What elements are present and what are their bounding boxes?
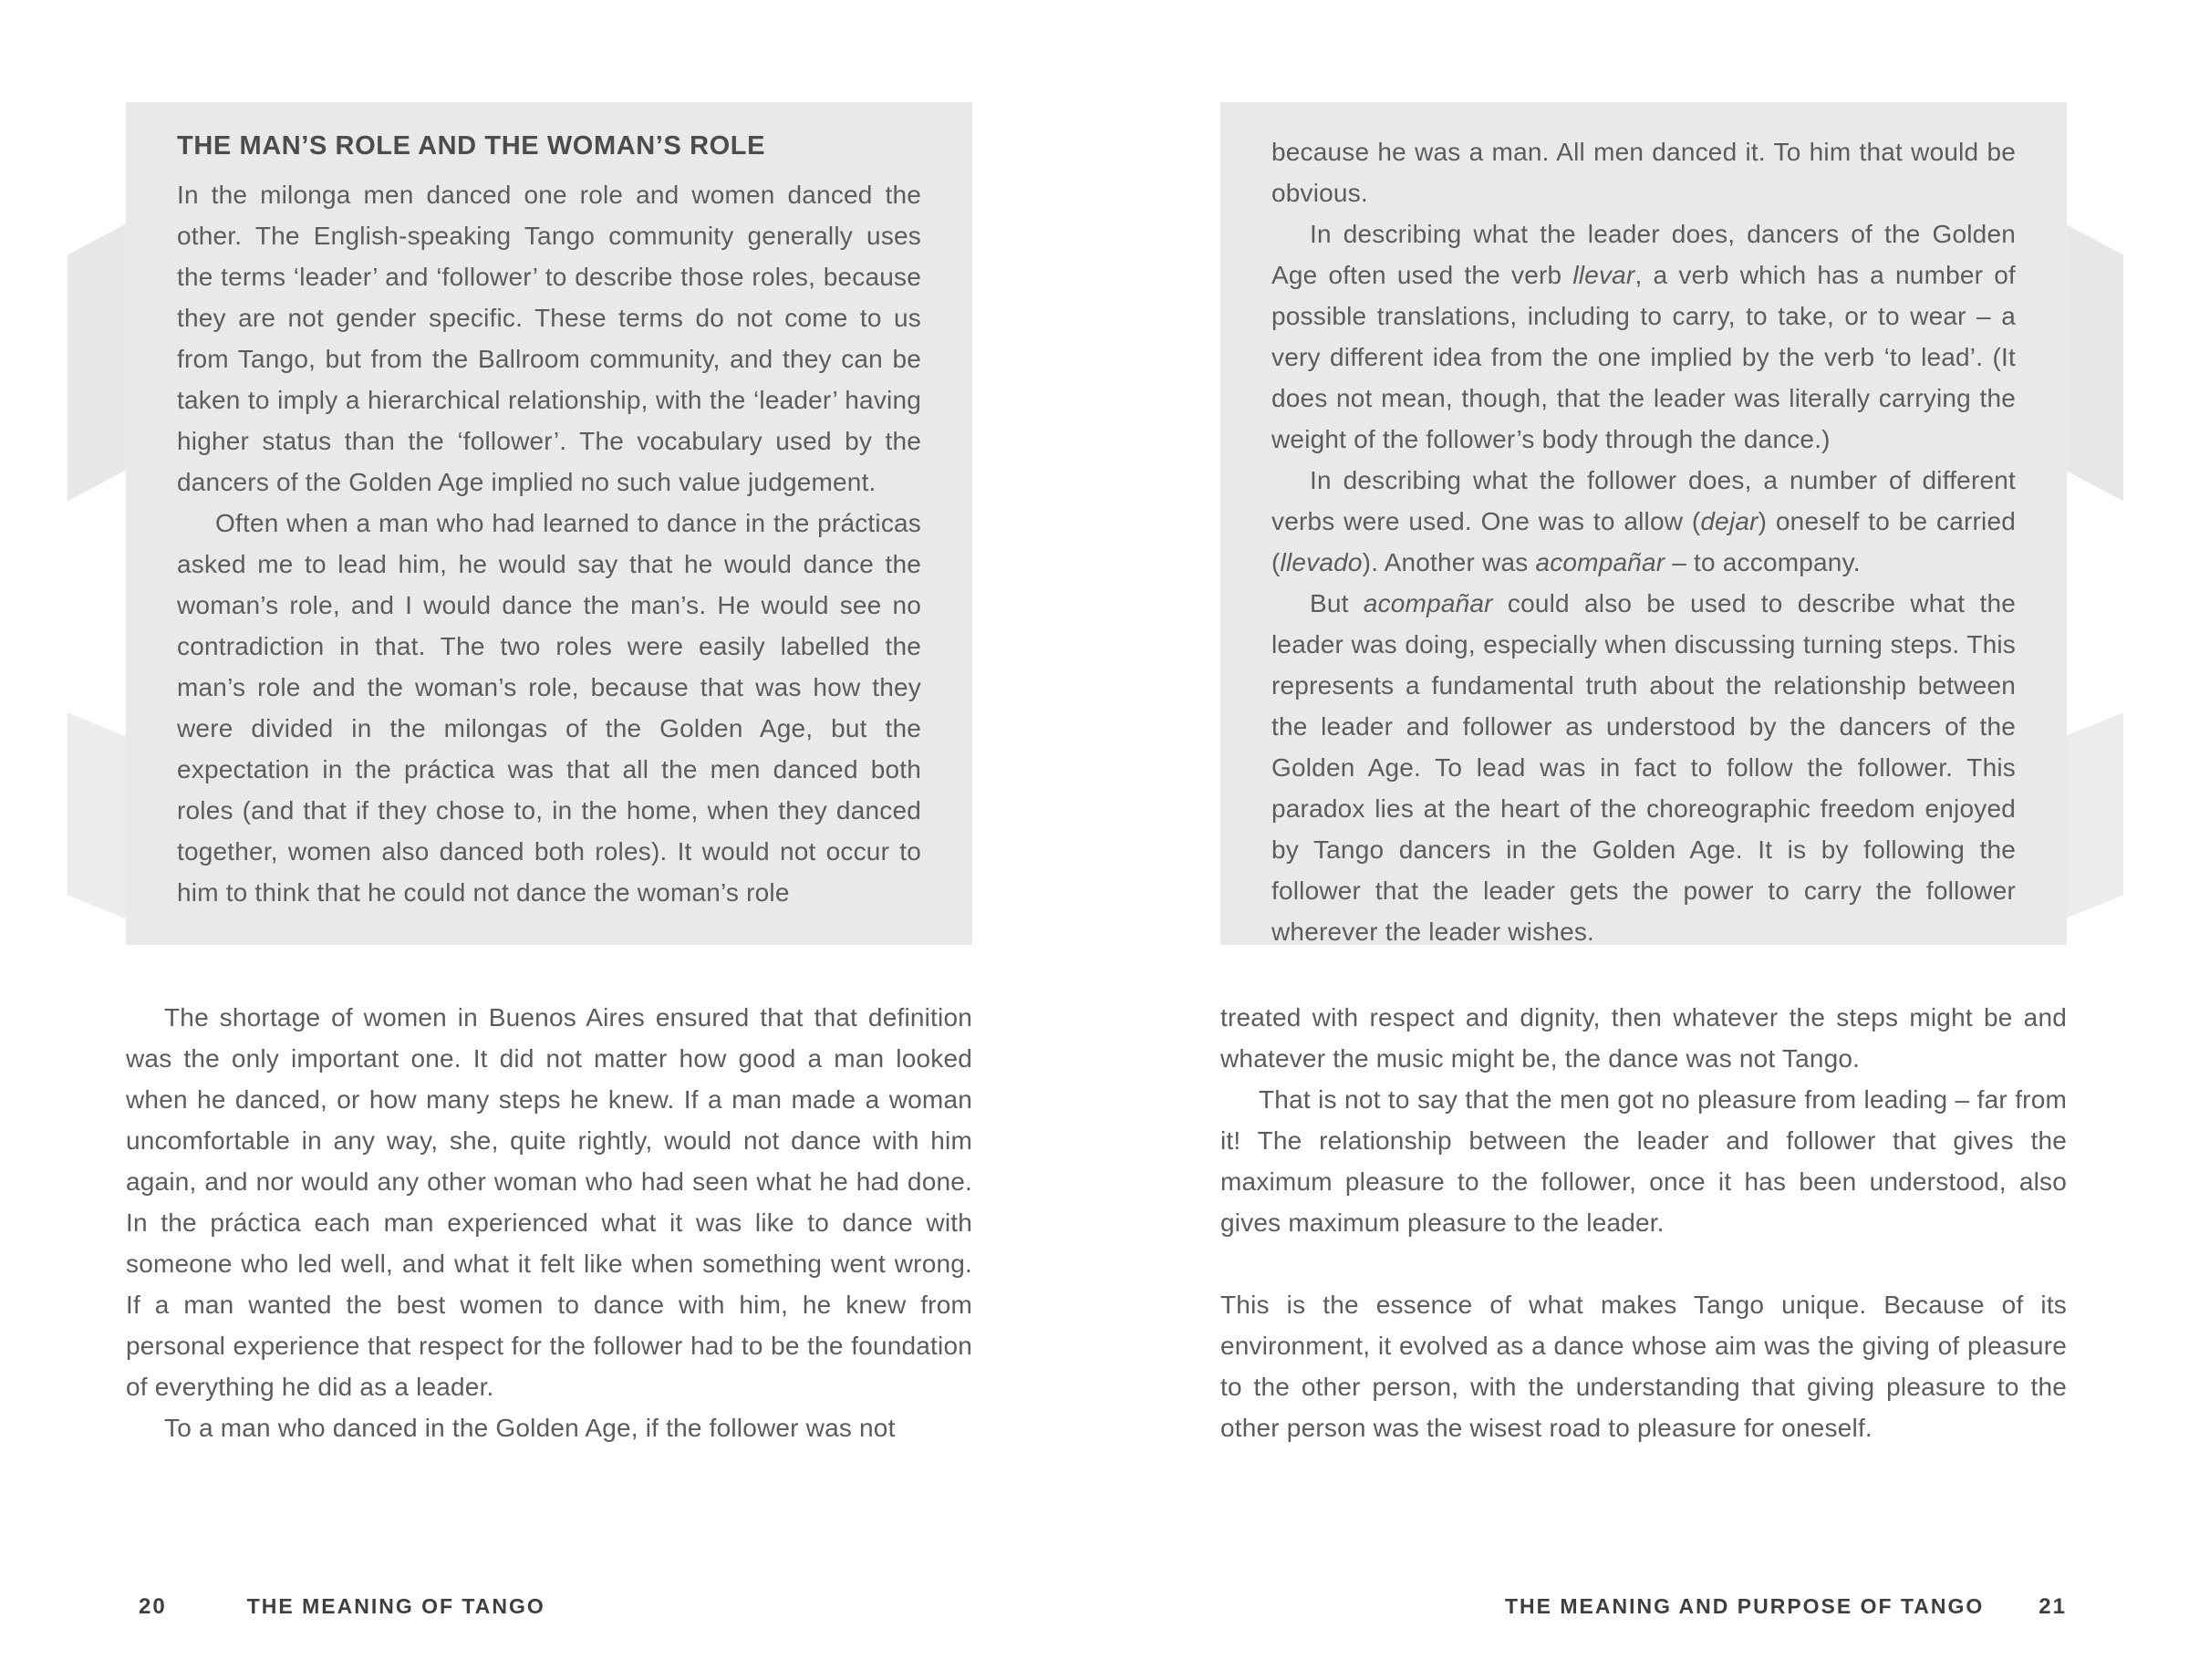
- paragraph: because he was a man. All men danced it. To him that would be obvious.: [1271, 138, 2016, 207]
- left-page-footer: [139, 1594, 985, 1620]
- paragraph: The shortage of women in Buenos Aires ensured that that definition was the only important one. It did not matter how good a man looked when he danced, or how many steps he knew. If a man made a woman uncomfortable in any way, she, quite rightly, would not dance with him again, and nor would any other woman who had seen what he had done. In the práctica each man experienced what it was like to dance with someone who led well, and what it felt like when something went wrong. If a man wanted the best women to dance with him, he knew from personal experience that respect for the follower had to be the foundation of everything he did as a leader.: [126, 1003, 972, 1401]
- left-excerpt-box: [126, 102, 972, 945]
- right-excerpt-box: [1220, 102, 2067, 945]
- section-heading: THE MAN’S ROLE AND THE WOMAN’S ROLE: [177, 131, 766, 161]
- paragraph: But acompañar could also be used to describe what the leader was doing, especially when discussing turning steps. This represents a fundamental truth about the relationship between the leader and follower as understood by the dancers of the Golden Age. To lead was in fact to follow the follower. This paradox lies at the heart of the choreographic freedom enjoyed by Tango dancers in the Golden Age. It is by following the follower that the leader gets the power to carry the follower wherever the leader wishes.: [1271, 589, 2016, 946]
- paragraph: In the milonga men danced one role and women danced the other. The English-speaking Tango community generally uses the terms ‘leader’ and ‘follower’ to describe those roles, because they are not gender specific. These terms do not come to us from Tango, but from the Ballroom community, and they can be taken to imply a hierarchical relationship, with the ‘leader’ having higher status than the ‘follower’. The vocabulary used by the dancers of the Golden Age implied no such value judgement.: [177, 181, 921, 496]
- page-number: 20: [139, 1594, 167, 1619]
- paragraph: In describing what the leader does, dancers of the Golden Age often used the verb llevar, a verb which has a number of possible translations, including to carry, to take, or to wear – a very different idea from the one implied by the verb ‘to lead’. (It does not mean, though, that the leader was literally carrying the weight of the follower’s body through the dance.): [1271, 220, 2016, 453]
- paragraph: treated with respect and dignity, then whatever the steps might be and whatever the music might be, the dance was not Tango.: [1220, 1003, 2067, 1073]
- paragraph: That is not to say that the men got no pleasure from leading – far from it! The relationship between the leader and follower that gives the maximum pleasure to the follower, once it has been understood, also gives maximum pleasure to the leader.: [1220, 1085, 2067, 1237]
- page-number: 21: [2039, 1594, 2067, 1619]
- paragraph: In describing what the follower does, a number of different verbs were used. One was to allow (dejar) oneself to be carried (llevado). Another was acompañar – to accompany.: [1271, 466, 2016, 576]
- running-title: THE MEANING AND PURPOSE OF TANGO: [1505, 1594, 1985, 1618]
- paragraph: Often when a man who had learned to dance in the prácticas asked me to lead him, he would say that he would dance the woman’s role, and I would dance the man’s. He would see no contradiction in that. The two roles were easily labelled the man’s role and the woman’s role, because that was how they were divided in the milongas of the Golden Age, but the expectation in the práctica was that all the men danced both roles (and that if they chose to, in the home, when they danced together, women also danced both roles). It would not occur to him to think that he could not dance the woman’s role: [177, 509, 921, 907]
- running-title: THE MEANING OF TANGO: [246, 1594, 545, 1618]
- paragraph: This is the essence of what makes Tango unique. Because of its environment, it evolved as a dance whose aim was the giving of pleasure to the other person, with the understanding that giving pleasure to the other person was the wisest road to pleasure for oneself.: [1220, 1291, 2067, 1442]
- left-body-text: [126, 997, 972, 1448]
- right-page-footer: [1220, 1594, 2078, 1620]
- right-body-text: [1220, 997, 2067, 1448]
- paragraph: To a man who danced in the Golden Age, if the follower was not: [164, 1414, 896, 1442]
